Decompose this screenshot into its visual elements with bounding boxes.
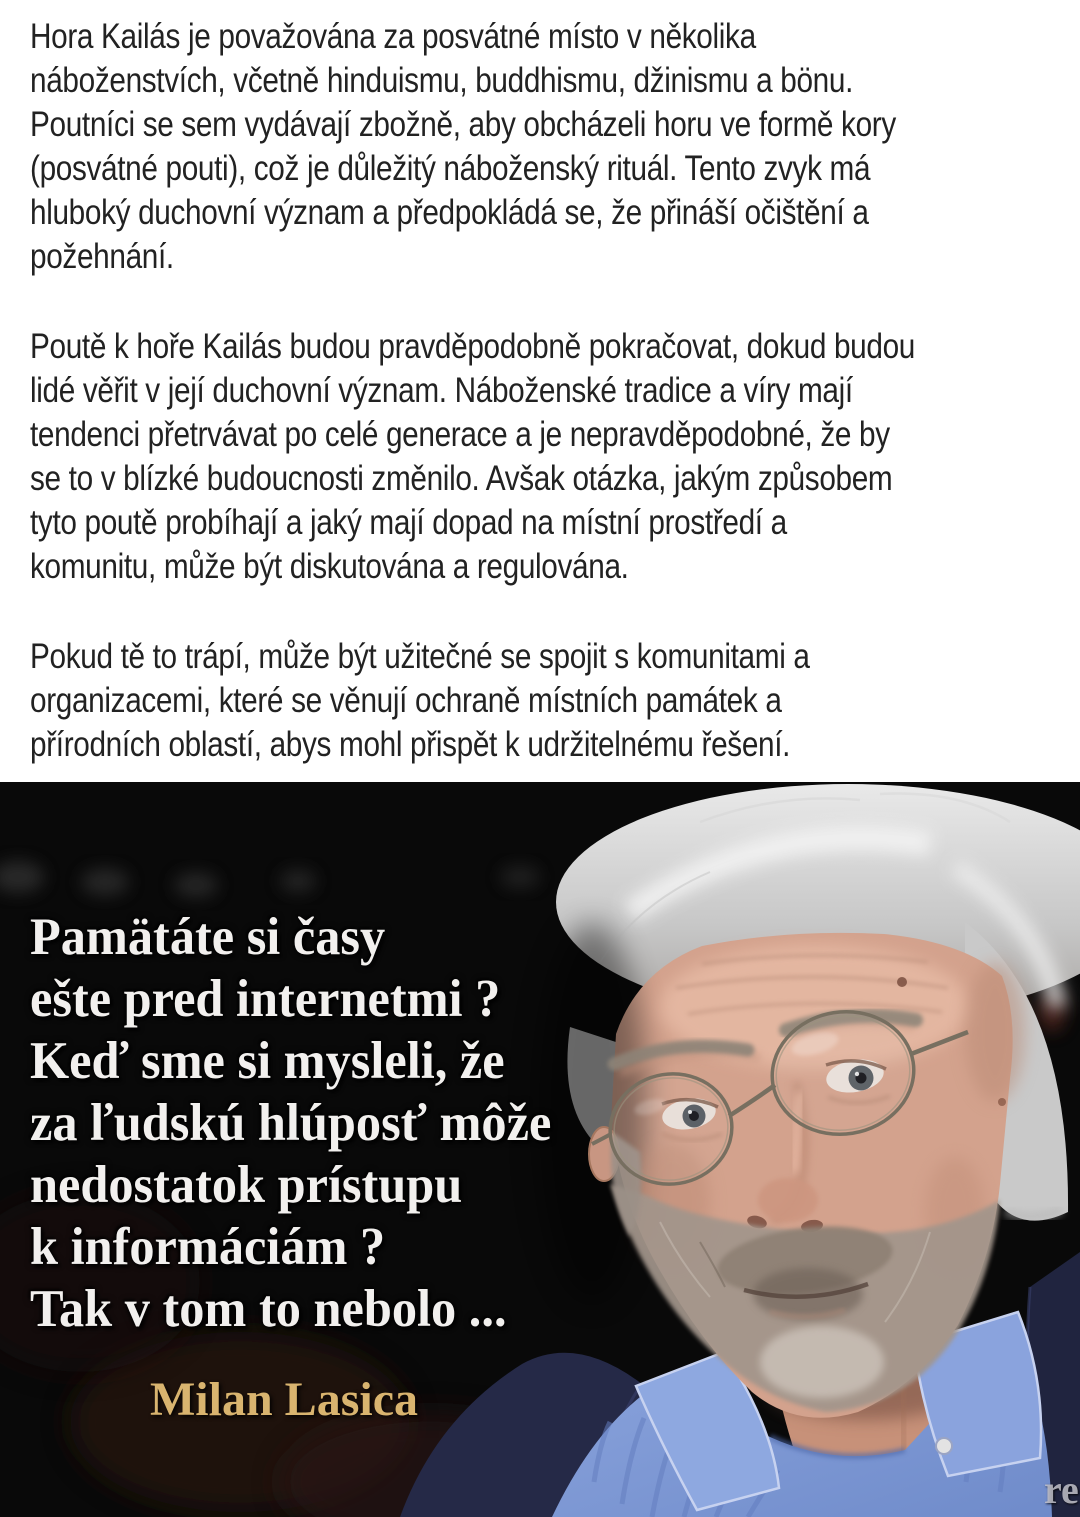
quote-line: za ľudskú hlúposť môže xyxy=(30,1094,552,1152)
text-line: organizacemi, které se věnují ochraně místních památek a xyxy=(30,681,782,720)
text-line: tendenci přetrvávat po celé generace a je nepravděpodobné, že by xyxy=(30,415,890,454)
text-line: lidé věřit v její duchovní význam. Náboženské tradice a víry mají xyxy=(30,371,853,410)
quote-line: Tak v tom to nebolo ... xyxy=(30,1280,507,1338)
quote-line: nedostatok prístupu xyxy=(30,1156,463,1214)
text-line: hluboký duchovní význam a předpokládá se, že přináší očištění a xyxy=(30,193,869,232)
text-line: (posvátné pouti), což je důležitý náboženský rituál. Tento zvyk má xyxy=(30,149,871,188)
meme-signature: Milan Lasica xyxy=(150,1373,419,1426)
shirt-button xyxy=(936,1438,952,1454)
text-line: Poutě k hoře Kailás budou pravděpodobně pokračovat, dokud budou xyxy=(30,327,915,366)
quote-line: Pamätáte si časy xyxy=(30,908,386,966)
text-line: Hora Kailás je považována za posvátné místo v několika xyxy=(30,17,756,56)
quote-line: ešte pred internetmi ? xyxy=(30,970,501,1028)
text-line: přírodních oblastí, abys mohl přispět k udržitelnému řešení. xyxy=(30,725,791,764)
text-line: Pokud tě to trápí, může být užitečné se spojit s komunitami a xyxy=(30,637,810,676)
text-line: náboženstvích, včetně hinduismu, buddhismu, džinismu a bönu. xyxy=(30,61,854,100)
text-line: se to v blízké budoucnosti změnilo. Avšak otázka, jakým způsobem xyxy=(30,459,893,498)
paragraph-3 xyxy=(30,635,1050,767)
meme-image xyxy=(0,782,1080,1517)
quote-line: Keď sme si mysleli, že xyxy=(30,1032,505,1090)
text-line: požehnání. xyxy=(30,237,174,276)
paragraph-2 xyxy=(30,325,1050,589)
watermark-text: re xyxy=(1044,1467,1079,1512)
text-line: Poutníci se sem vydávají zbožně, aby obcházeli horu ve formě kory xyxy=(30,105,896,144)
text-line: komunitu, může být diskutována a regulována. xyxy=(30,547,629,586)
meme-quote xyxy=(30,906,579,1340)
paragraph-1 xyxy=(30,15,1050,279)
text-line: tyto poutě probíhají a jaký mají dopad na místní prostředí a xyxy=(30,503,787,542)
quote-line: k informáciám ? xyxy=(30,1218,386,1276)
